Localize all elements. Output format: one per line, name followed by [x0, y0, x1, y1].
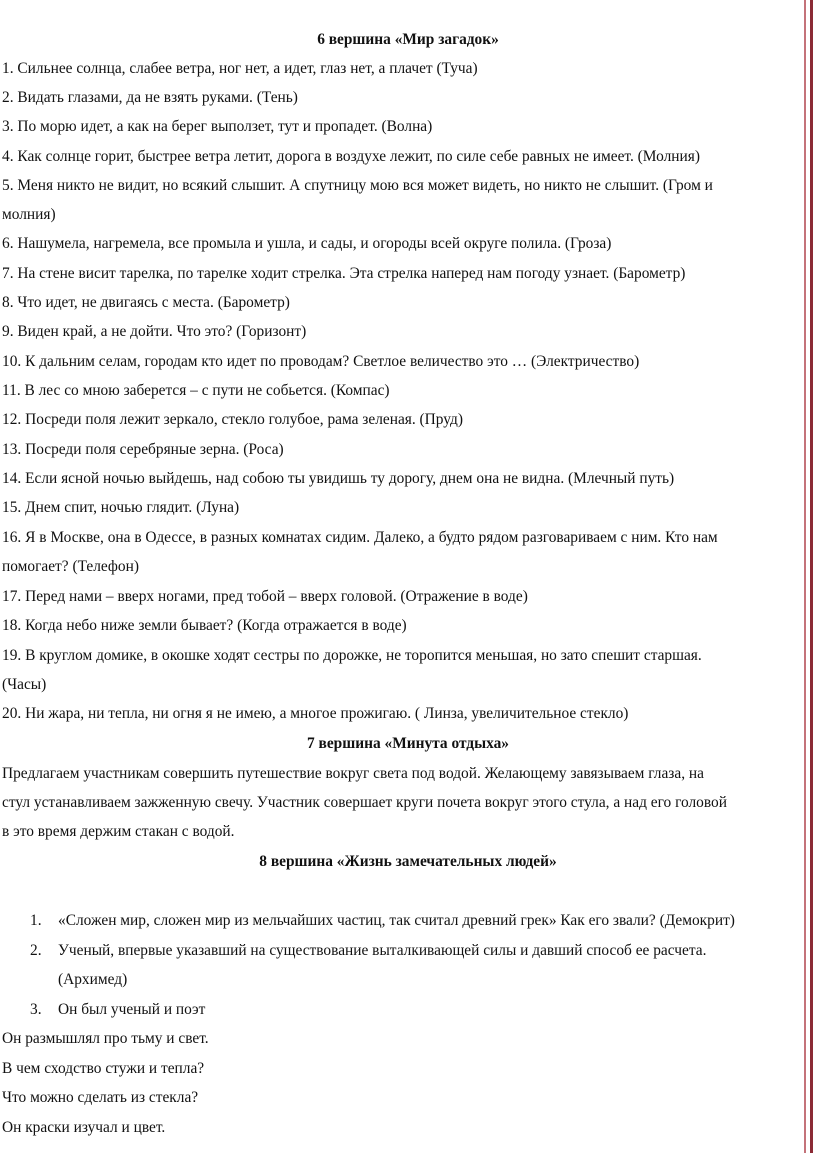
list-number: 1.	[30, 912, 42, 929]
page-border-outer	[810, 0, 813, 1153]
riddle-line: 2. Видать глазами, да не взять руками. (Тень)	[2, 89, 298, 106]
poem-line: Он краски изучал и цвет.	[2, 1119, 166, 1136]
riddle-line: 19. В круглом домике, в окошке ходят сестры по дорожке, не торопится меньшая, но зато спешит старшая.	[2, 647, 702, 664]
section-7-heading: 7 вершина «Минута отдыха»	[307, 735, 509, 752]
list-item-text: Он был ученый и поэт	[58, 1001, 206, 1018]
riddle-line: 13. Посреди поля серебряные зерна. (Роса)	[2, 441, 284, 458]
list-number: 2.	[30, 942, 42, 959]
riddle-line: (Часы)	[2, 676, 47, 693]
riddle-line: 7. На стене висит тарелка, по тарелке ходит стрелка. Эта стрелка наперед нам погоду узнает. (Барометр)	[2, 265, 686, 282]
riddle-line: 18. Когда небо ниже земли бывает? (Когда отражается в воде)	[2, 617, 407, 634]
riddle-line: 16. Я в Москве, она в Одессе, в разных комнатах сидим. Далеко, а будто рядом разговариваем с ним. Кто нам	[2, 529, 718, 546]
riddle-line: 11. В лес со мною заберется – с пути не собьется. (Компас)	[2, 382, 390, 399]
paragraph-line: стул устанавливаем зажженную свечу. Участник совершает круги почета вокруг этого стула, а над его головой	[2, 794, 727, 811]
page-border-inner	[804, 0, 806, 1153]
riddle-line: 1. Сильнее солнца, слабее ветра, ног нет, а идет, глаз нет, а плачет (Туча)	[2, 60, 478, 77]
riddle-line: 8. Что идет, не двигаясь с места. (Барометр)	[2, 294, 290, 311]
list-item-text: (Архимед)	[58, 971, 128, 988]
list-item-text: Ученый, впервые указавший на существование выталкивающей силы и давший способ ее расчета.	[58, 942, 707, 959]
riddle-line: помогает? (Телефон)	[2, 558, 139, 575]
poem-line: Он размышлял про тьму и свет.	[2, 1030, 209, 1047]
riddle-line: 5. Меня никто не видит, но всякий слышит. А спутницу мою вся может видеть, но никто не слышит. (Гром и	[2, 177, 713, 194]
riddle-line: 4. Как солнце горит, быстрее ветра летит, дорога в воздухе лежит, по силе себе равных не имеет. (Молния)	[2, 148, 700, 165]
riddle-line: 20. Ни жара, ни тепла, ни огня я не имею, а многое прожигаю. ( Линза, увеличительное стекло)	[2, 705, 629, 722]
riddle-line: 9. Виден край, а не дойти. Что это? (Горизонт)	[2, 323, 307, 340]
section-6-heading: 6 вершина «Мир загадок»	[317, 31, 499, 48]
paragraph-line: в это время держим стакан с водой.	[2, 823, 235, 840]
riddle-line: молния)	[2, 206, 56, 223]
paragraph-line: Предлагаем участникам совершить путешествие вокруг света под водой. Желающему завязываем глаза, на	[2, 765, 704, 782]
list-number: 3.	[30, 1001, 42, 1018]
poem-line: Что можно сделать из стекла?	[2, 1089, 199, 1106]
riddle-line: 17. Перед нами – вверх ногами, пред тобой – вверх головой. (Отражение в воде)	[2, 588, 528, 605]
riddle-line: 6. Нашумела, нагремела, все промыла и ушла, и сады, и огороды всей округе полила. (Гроза)	[2, 235, 612, 252]
riddle-line: 14. Если ясной ночью выйдешь, над собою ты увидишь ту дорогу, днем она не видна. (Млечный путь)	[2, 470, 675, 487]
riddle-line: 10. К дальним селам, городам кто идет по проводам? Светлое величество это … (Электричество)	[2, 353, 640, 370]
riddle-line: 3. По морю идет, а как на берег выползет, тут и пропадет. (Волна)	[2, 118, 433, 135]
riddle-line: 12. Посреди поля лежит зеркало, стекло голубое, рама зеленая. (Пруд)	[2, 411, 463, 428]
list-item-text: «Сложен мир, сложен мир из мельчайших частиц, так считал древний грек» Как его звали? (Демокрит)	[58, 912, 735, 929]
poem-line: В чем сходство стужи и тепла?	[2, 1060, 205, 1077]
riddle-line: 15. Днем спит, ночью глядит. (Луна)	[2, 499, 240, 516]
section-8-heading: 8 вершина «Жизнь замечательных людей»	[259, 853, 557, 870]
